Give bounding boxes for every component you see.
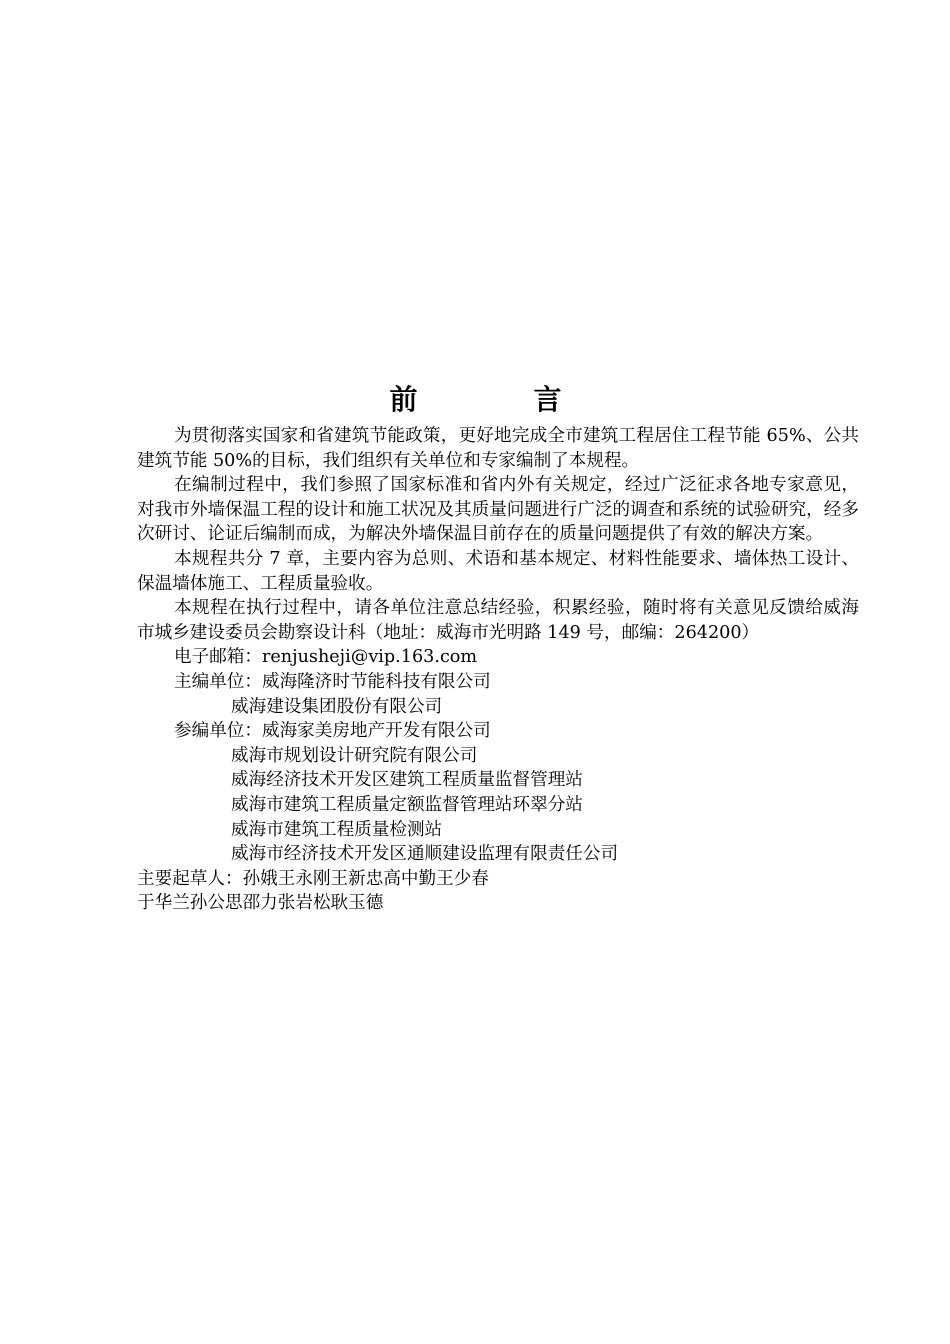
email-line: 电子邮箱：renjusheji@vip.163.com (174, 647, 478, 668)
drafters-line: 主要起草人：孙娥王永刚王新忠高中勤王少春 (137, 868, 489, 889)
participating-unit-item: 威海市建筑工程质量检测站 (231, 819, 443, 840)
participating-unit-item: 威海市经济技术开发区通顺建设监理有限责任公司 (231, 844, 619, 865)
participating-unit-item: 威海市建筑工程质量定额监督管理站环翠分站 (231, 794, 583, 815)
participating-unit-item: 威海市规划设计研究院有限公司 (231, 745, 478, 766)
paragraph-purpose: 为贯彻落实国家和省建筑节能政策，更好地完成全市建筑工程居住工程节能 65%、公共建筑节能 50%的目标，我们组织有关单位和专家编制了本规程。 (137, 426, 859, 471)
paragraph-process: 在编制过程中，我们参照了国家标准和省内外有关规定，经过广泛征求各地专家意见，对我市外墙保温工程的设计和施工状况及其质量问题进行广泛的调查和系统的试验研究，经多次研讨、论证后编制而成，为解决外墙保温目前存在的质量问题提供了有效的解决方案。 (137, 475, 859, 545)
chief-unit-line: 主编单位：威海隆济时节能科技有限公司 (174, 671, 491, 692)
drafters-line-continued: 于华兰孙公思邵力张岩松耿玉德 (137, 893, 384, 914)
paragraph-feedback: 本规程在执行过程中，请各单位注意总结经验，积累经验，随时将有关意见反馈给威海市城乡建设委员会勘察设计科（地址：威海市光明路 149 号，邮编：264200） (137, 598, 859, 643)
participating-unit-line: 参编单位：威海家美房地产开发有限公司 (174, 721, 491, 742)
paragraph-contents: 本规程共分 7 章，主要内容为总则、术语和基本规定、材料性能要求、墙体热工设计、保温墙体施工、工程质量验收。 (137, 548, 859, 594)
chief-unit-item: 威海建设集团股份有限公司 (231, 696, 443, 717)
page-title: 前 言 (389, 383, 606, 416)
preface-body (137, 424, 859, 916)
participating-unit-item: 威海经济技术开发区建筑工程质量监督管理站 (231, 770, 583, 791)
